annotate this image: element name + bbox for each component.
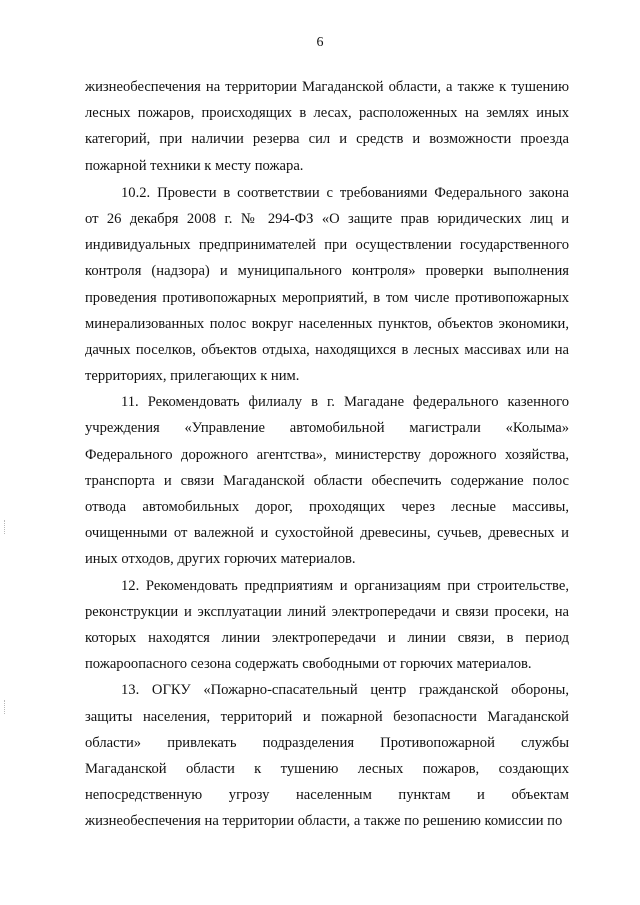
document-body <box>85 74 569 834</box>
text-line: пожарной техники к месту пожара. <box>85 157 304 174</box>
text-line: жизнеобеспечения на территории области, а также по решению комиссии по <box>85 813 563 830</box>
paragraph-13 <box>85 677 569 834</box>
text-line: лесных пожаров, происходящих в лесах, расположенных на землях иных <box>85 105 569 122</box>
paragraph-10-2 <box>85 180 569 390</box>
text-line: иных отходов, других горючих материалов. <box>85 551 356 568</box>
text-line: которых находятся линии электропередачи и линии связи, в период <box>85 629 569 646</box>
text-line: 11. Рекомендовать филиалу в г. Магадане федерального казенного <box>121 394 569 411</box>
text-line: 13. ОГКУ «Пожарно-спасательный центр гражданской обороны, <box>121 682 569 699</box>
text-line: транспорта и связи Магаданской области обеспечить содержание полос <box>85 472 569 489</box>
text-line: отвода автомобильных дорог, проходящих через лесные массивы, <box>85 499 569 515</box>
text-line: защиты населения, территорий и пожарной безопасности Магаданской <box>85 708 569 725</box>
text-line: территориях, прилегающих к ним. <box>85 368 300 385</box>
text-line: дачных поселков, объектов отдыха, находящихся в лесных массивах или на <box>85 341 569 358</box>
text-line: непосредственную угрозу населенным пунктам и объектам <box>85 787 569 804</box>
scan-margin-mark <box>4 700 6 714</box>
text-line: области» привлекать подразделения Противопожарной службы <box>85 734 569 751</box>
text-line: очищенными от валежной и сухостойной древесины, сучьев, древесных и <box>85 525 569 542</box>
paragraph-continuation <box>85 74 569 179</box>
text-line: учреждения «Управление автомобильной магистрали «Колыма» <box>85 420 569 437</box>
text-line: от 26 декабря 2008 г. № 294-ФЗ «О защите прав юридических лиц и <box>85 210 569 227</box>
text-line: контроля (надзора) и муниципального контроля» проверки выполнения <box>85 263 569 280</box>
scan-margin-mark <box>4 520 6 534</box>
text-line: 10.2. Провести в соответствии с требованиями Федерального закона <box>121 184 569 201</box>
paragraph-12 <box>85 573 569 678</box>
text-line: минерализованных полос вокруг населенных пунктов, объектов экономики, <box>85 315 569 332</box>
text-line: пожароопасного сезона содержать свободными от горючих материалов. <box>85 656 532 673</box>
page-number: 6 <box>316 35 324 50</box>
paragraph-11 <box>85 389 569 572</box>
text-line: Магаданской области к тушению лесных пожаров, создающих <box>85 760 569 777</box>
text-line: категорий, при наличии резерва сил и средств и возможности проезда <box>85 131 569 148</box>
text-line: реконструкции и эксплуатации линий электропередачи и связи просеки, на <box>85 603 569 620</box>
text-line: 12. Рекомендовать предприятиям и организациям при строительстве, <box>121 577 569 594</box>
text-line: Федерального дорожного агентства», министерству дорожного хозяйства, <box>85 446 569 463</box>
text-line: жизнеобеспечения на территории Магаданской области, а также к тушению <box>85 79 569 95</box>
text-line: индивидуальных предпринимателей при осуществлении государственного <box>85 237 569 254</box>
text-line: проведения противопожарных мероприятий, в том числе противопожарных <box>85 289 569 306</box>
